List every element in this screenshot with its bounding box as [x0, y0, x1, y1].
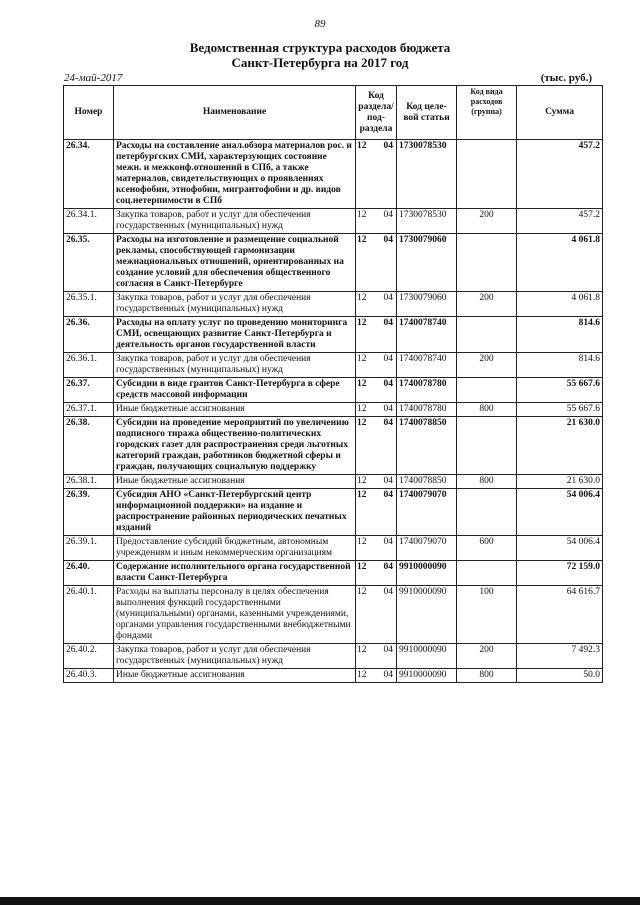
row-kind-code [457, 317, 517, 353]
row-section: 12 [356, 536, 378, 561]
scan-edge [0, 897, 640, 905]
row-target-code: 1740078850 [397, 417, 457, 475]
budget-table [63, 85, 603, 683]
row-name: Расходы на выплаты персоналу в целях обеспечения выполнения функций государственными (муниципальными) органами, казенными учреждениями, органами управления государственными внебюджетными фондами [114, 586, 356, 644]
row-section: 12 [356, 234, 378, 292]
row-amount: 4 061.8 [517, 292, 603, 317]
row-subsection: 04 [378, 209, 397, 234]
row-amount: 72 159.0 [517, 561, 603, 586]
row-target-code: 1740078850 [397, 475, 457, 489]
row-name: Расходы на оплату услуг по проведению мониторинга СМИ, освещающих развитие Санкт-Петербурга и деятельность органов государственной власти [114, 317, 356, 353]
row-section: 12 [356, 292, 378, 317]
row-number: 26.40.1. [64, 586, 114, 644]
row-target-code: 1740079070 [397, 536, 457, 561]
row-amount: 50.0 [517, 669, 603, 683]
table-row [64, 536, 603, 561]
table-row [64, 669, 603, 683]
row-subsection: 04 [378, 489, 397, 536]
row-kind-code [457, 417, 517, 475]
row-kind-code: 800 [457, 403, 517, 417]
row-number: 26.38. [64, 417, 114, 475]
row-amount: 814.6 [517, 317, 603, 353]
row-amount: 4 061.8 [517, 234, 603, 292]
row-name: Субсидии в виде грантов Санкт-Петербурга в сфере средств массовой информации [114, 378, 356, 403]
row-target-code: 1730078530 [397, 209, 457, 234]
header-number: Номер [64, 86, 114, 140]
row-amount: 7 492.3 [517, 644, 603, 669]
row-target-code: 1740078780 [397, 378, 457, 403]
row-name: Субсидии на проведение мероприятий по увеличению подписного тиража общественно-политических городских газет для распространения среди льготных категорий граждан, работников бюджетной сферы и граждан, получающих социальную поддержку [114, 417, 356, 475]
units-label: (тыс. руб.) [540, 72, 592, 84]
row-subsection: 04 [378, 561, 397, 586]
row-subsection: 04 [378, 403, 397, 417]
row-target-code: 9910000090 [397, 644, 457, 669]
row-section: 12 [356, 475, 378, 489]
header-name: Наименование [114, 86, 356, 140]
row-number: 26.35. [64, 234, 114, 292]
row-kind-code: 100 [457, 586, 517, 644]
row-subsection: 04 [378, 292, 397, 317]
row-target-code: 9910000090 [397, 561, 457, 586]
row-subsection: 04 [378, 644, 397, 669]
row-number: 26.37.1. [64, 403, 114, 417]
row-number: 26.36. [64, 317, 114, 353]
table-row [64, 586, 603, 644]
table-row [64, 403, 603, 417]
row-kind-code: 200 [457, 292, 517, 317]
header-target: Код целе- вой статьи [397, 86, 457, 140]
row-section: 12 [356, 403, 378, 417]
table-row [64, 209, 603, 234]
table-row [64, 489, 603, 536]
row-subsection: 04 [378, 234, 397, 292]
row-target-code: 1740079070 [397, 489, 457, 536]
row-kind-code: 200 [457, 209, 517, 234]
row-number: 26.40. [64, 561, 114, 586]
row-kind-code [457, 561, 517, 586]
row-name: Содержание исполнительного органа государственной власти Санкт-Петербурга [114, 561, 356, 586]
row-name: Закупка товаров, работ и услуг для обеспечения государственных (муниципальных) нужд [114, 209, 356, 234]
row-amount: 21 630.0 [517, 417, 603, 475]
row-number: 26.38.1. [64, 475, 114, 489]
table-row [64, 644, 603, 669]
row-amount: 64 616.7 [517, 586, 603, 644]
row-number: 26.36.1. [64, 353, 114, 378]
row-number: 26.40.2. [64, 644, 114, 669]
row-kind-code: 200 [457, 644, 517, 669]
header-section: Код раздела/ под- раздела [356, 86, 397, 140]
row-kind-code: 800 [457, 669, 517, 683]
row-section: 12 [356, 353, 378, 378]
row-subsection: 04 [378, 378, 397, 403]
row-amount: 21 630.0 [517, 475, 603, 489]
row-number: 26.39. [64, 489, 114, 536]
row-kind-code: 600 [457, 536, 517, 561]
table-row [64, 378, 603, 403]
table-row [64, 234, 603, 292]
row-amount: 457.2 [517, 140, 603, 209]
row-section: 12 [356, 669, 378, 683]
row-amount: 814.6 [517, 353, 603, 378]
row-kind-code: 800 [457, 475, 517, 489]
row-number: 26.39.1. [64, 536, 114, 561]
row-section: 12 [356, 317, 378, 353]
row-subsection: 04 [378, 536, 397, 561]
row-amount: 55 667.6 [517, 403, 603, 417]
row-target-code: 1740078740 [397, 353, 457, 378]
row-name: Закупка товаров, работ и услуг для обеспечения государственных (муниципальных) нужд [114, 353, 356, 378]
row-subsection: 04 [378, 317, 397, 353]
row-target-code: 1730079060 [397, 234, 457, 292]
table-row [64, 561, 603, 586]
row-kind-code [457, 140, 517, 209]
row-number: 26.35.1. [64, 292, 114, 317]
row-name: Закупка товаров, работ и услуг для обеспечения государственных (муниципальных) нужд [114, 292, 356, 317]
row-subsection: 04 [378, 140, 397, 209]
row-subsection: 04 [378, 669, 397, 683]
row-name: Иные бюджетные ассигнования [114, 403, 356, 417]
document-date: 24-май-2017 [64, 72, 123, 84]
row-name: Иные бюджетные ассигнования [114, 669, 356, 683]
row-section: 12 [356, 561, 378, 586]
row-amount: 54 006.4 [517, 536, 603, 561]
row-number: 26.37. [64, 378, 114, 403]
row-section: 12 [356, 417, 378, 475]
page-title [0, 40, 640, 70]
row-target-code: 1730079060 [397, 292, 457, 317]
title-line-1: Ведомственная структура расходов бюджета [189, 40, 451, 55]
row-target-code: 9910000090 [397, 586, 457, 644]
row-number: 26.34. [64, 140, 114, 209]
row-section: 12 [356, 140, 378, 209]
row-name: Закупка товаров, работ и услуг для обеспечения государственных (муниципальных) нужд [114, 644, 356, 669]
table-header [64, 86, 603, 140]
row-amount: 55 667.6 [517, 378, 603, 403]
row-section: 12 [356, 644, 378, 669]
row-target-code: 1740078780 [397, 403, 457, 417]
row-number: 26.34.1. [64, 209, 114, 234]
header-kind: Код вида расходов (группа) [457, 86, 517, 140]
row-subsection: 04 [378, 475, 397, 489]
table-row [64, 317, 603, 353]
row-kind-code [457, 378, 517, 403]
row-section: 12 [356, 489, 378, 536]
row-amount: 457.2 [517, 209, 603, 234]
row-kind-code [457, 489, 517, 536]
row-amount: 54 006.4 [517, 489, 603, 536]
table-body [64, 140, 603, 683]
row-kind-code: 200 [457, 353, 517, 378]
row-name: Субсидия АНО «Санкт-Петербургский центр информационной поддержки» на издание и распространение районных периодических печатных изданий [114, 489, 356, 536]
row-subsection: 04 [378, 353, 397, 378]
title-line-2: Санкт-Петербурга на 2017 год [231, 55, 409, 70]
row-target-code: 9910000090 [397, 669, 457, 683]
page-number: 89 [314, 18, 326, 30]
table-row [64, 292, 603, 317]
row-kind-code [457, 234, 517, 292]
row-section: 12 [356, 209, 378, 234]
row-name: Расходы на составление анал.обзора материалов рос. и петербургских СМИ, характерзующих состояние межн. и межконф.отношений в СПб, а также материалов, свидетельствующих о проявлениях ксенофобии, этнофобии, мигрантофобии и др. видов соц.нетерпимости в СПб [114, 140, 356, 209]
row-name: Расходы на изготовление и размещение социальной рекламы, способствующей гармонизации межнациональных отношений, ориентированных на создание условий для обеспечения общественного согласия в Санкт-Петербурге [114, 234, 356, 292]
row-name: Предоставление субсидий бюджетным, автономным учреждениям и иным некоммерческим организациям [114, 536, 356, 561]
row-name: Иные бюджетные ассигнования [114, 475, 356, 489]
row-target-code: 1730078530 [397, 140, 457, 209]
table-row [64, 475, 603, 489]
row-subsection: 04 [378, 417, 397, 475]
row-subsection: 04 [378, 586, 397, 644]
header-sum: Сумма [517, 86, 603, 140]
row-section: 12 [356, 586, 378, 644]
table-row [64, 140, 603, 209]
table-row [64, 417, 603, 475]
row-section: 12 [356, 378, 378, 403]
table-row [64, 353, 603, 378]
row-target-code: 1740078740 [397, 317, 457, 353]
row-number: 26.40.3. [64, 669, 114, 683]
